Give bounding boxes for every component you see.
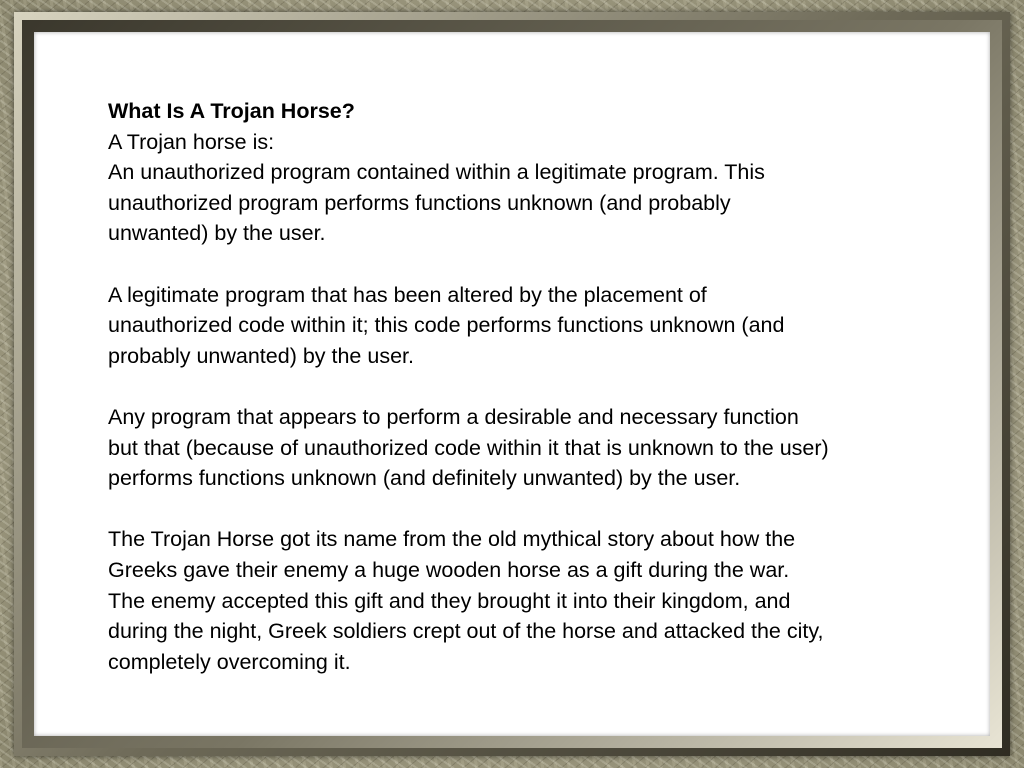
paragraph-line: but that (because of unauthorized code within it that is unknown to the user) [108, 435, 829, 460]
paragraph-line: Any program that appears to perform a desirable and necessary function [108, 404, 799, 429]
paragraph-line: An unauthorized program contained within a legitimate program. This [108, 160, 765, 185]
slide-title: What Is A Trojan Horse? [108, 99, 355, 123]
paragraph-line: A legitimate program that has been altered by the placement of [108, 282, 707, 307]
paragraph-line: The enemy accepted this gift and they brought it into their kingdom, and [108, 588, 791, 613]
paragraph-line: unauthorized program performs functions unknown (and probably [108, 190, 731, 215]
paragraph-1 [108, 157, 978, 249]
slide-body [108, 96, 978, 677]
slide-frame [14, 12, 1010, 756]
paragraph-line: unwanted) by the user. [108, 221, 326, 246]
paragraph-spacer [108, 494, 978, 525]
paragraph-spacer [108, 249, 978, 280]
paragraph-4 [108, 524, 978, 677]
slide-canvas [34, 32, 990, 736]
paragraph-line: probably unwanted) by the user. [108, 343, 414, 368]
paragraph-line: Greeks gave their enemy a huge wooden horse as a gift during the war. [108, 557, 790, 582]
paragraph-3 [108, 402, 978, 494]
paragraph-line: unauthorized code within it; this code performs functions unknown (and [108, 313, 785, 338]
paragraph-line: completely overcoming it. [108, 649, 351, 674]
paragraph-line: performs functions unknown (and definitely unwanted) by the user. [108, 466, 741, 491]
paragraph-spacer [108, 371, 978, 402]
intro-line: A Trojan horse is: [108, 129, 275, 154]
paragraph-line: during the night, Greek soldiers crept out of the horse and attacked the city, [108, 619, 824, 644]
paragraph-2 [108, 280, 978, 372]
paragraph-line: The Trojan Horse got its name from the old mythical story about how the [108, 527, 796, 552]
